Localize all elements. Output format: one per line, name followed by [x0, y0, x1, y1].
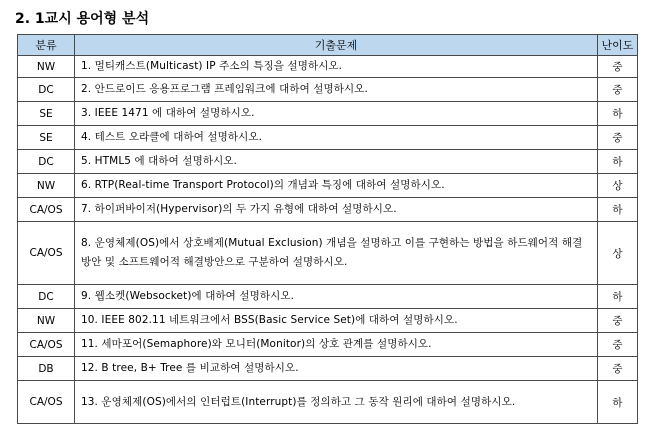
row-difficulty: 상	[598, 222, 638, 285]
row-difficulty: 하	[598, 102, 638, 126]
header-category: 분류	[18, 35, 75, 56]
row-category: NW	[18, 174, 75, 198]
row-question: 6. RTP(Real-time Transport Protocol)의 개념과 특징에 대하여 설명하시오.	[75, 174, 598, 198]
row-category: SE	[18, 102, 75, 126]
row-question: 1. 멀티캐스트(Multicast) IP 주소의 특징을 설명하시오.	[75, 56, 598, 78]
row-difficulty: 하	[598, 381, 638, 424]
row-category: CA/OS	[18, 333, 75, 357]
row-difficulty: 중	[598, 56, 638, 78]
table-row	[18, 309, 638, 333]
row-question: 4. 테스트 오라클에 대하여 설명하시오.	[75, 126, 598, 150]
row-question: 8. 운영체제(OS)에서 상호배제(Mutual Exclusion) 개념을 설명하고 이를 구현하는 방법을 하드웨어적 해결방안 및 소프트웨어적 해결방안으로 구분하여 설명하시오.	[75, 222, 598, 285]
row-category: NW	[18, 56, 75, 78]
row-difficulty: 중	[598, 309, 638, 333]
row-question: 7. 하이퍼바이저(Hypervisor)의 두 가지 유형에 대하여 설명하시오.	[75, 198, 598, 222]
header-question: 기출문제	[75, 35, 598, 56]
row-category: DC	[18, 150, 75, 174]
row-question: 5. HTML5 에 대하여 설명하시오.	[75, 150, 598, 174]
row-difficulty: 하	[598, 285, 638, 309]
row-category: NW	[18, 309, 75, 333]
row-category: CA/OS	[18, 222, 75, 285]
row-category: DB	[18, 357, 75, 381]
row-category: SE	[18, 126, 75, 150]
table-row	[18, 78, 638, 102]
table-header-row	[18, 35, 638, 56]
row-difficulty: 중	[598, 333, 638, 357]
row-difficulty: 중	[598, 78, 638, 102]
row-question: 2. 안드로이드 응용프로그램 프레임워크에 대하여 설명하시오.	[75, 78, 598, 102]
table-row	[18, 198, 638, 222]
table-row	[18, 285, 638, 309]
row-question: 3. IEEE 1471 에 대하여 설명하시오.	[75, 102, 598, 126]
row-difficulty: 하	[598, 198, 638, 222]
table-row	[18, 174, 638, 198]
row-difficulty: 중	[598, 357, 638, 381]
row-difficulty: 중	[598, 126, 638, 150]
row-difficulty: 하	[598, 150, 638, 174]
row-question: 10. IEEE 802.11 네트워크에서 BSS(Basic Service Set)에 대하여 설명하시오.	[75, 309, 598, 333]
table-row	[18, 381, 638, 424]
row-question: 9. 웹소켓(Websocket)에 대하여 설명하시오.	[75, 285, 598, 309]
row-category: CA/OS	[18, 381, 75, 424]
header-difficulty: 난이도	[598, 35, 638, 56]
table-row	[18, 357, 638, 381]
table-row	[18, 56, 638, 78]
table-row	[18, 333, 638, 357]
section-title: 2. 1교시 용어형 분석	[15, 11, 150, 27]
row-category: DC	[18, 78, 75, 102]
row-category: CA/OS	[18, 198, 75, 222]
table-row	[18, 102, 638, 126]
table-row	[18, 150, 638, 174]
table-row	[18, 222, 638, 285]
row-question: 13. 운영체제(OS)에서의 인터럽트(Interrupt)를 정의하고 그 동작 원리에 대하여 설명하시오.	[75, 381, 598, 424]
row-question: 12. B tree, B+ Tree 를 비교하여 설명하시오.	[75, 357, 598, 381]
exam-question-table	[17, 34, 638, 424]
row-question: 11. 세마포어(Semaphore)와 모니터(Monitor)의 상호 관계를 설명하시오.	[75, 333, 598, 357]
table-row	[18, 126, 638, 150]
row-category: DC	[18, 285, 75, 309]
row-difficulty: 상	[598, 174, 638, 198]
